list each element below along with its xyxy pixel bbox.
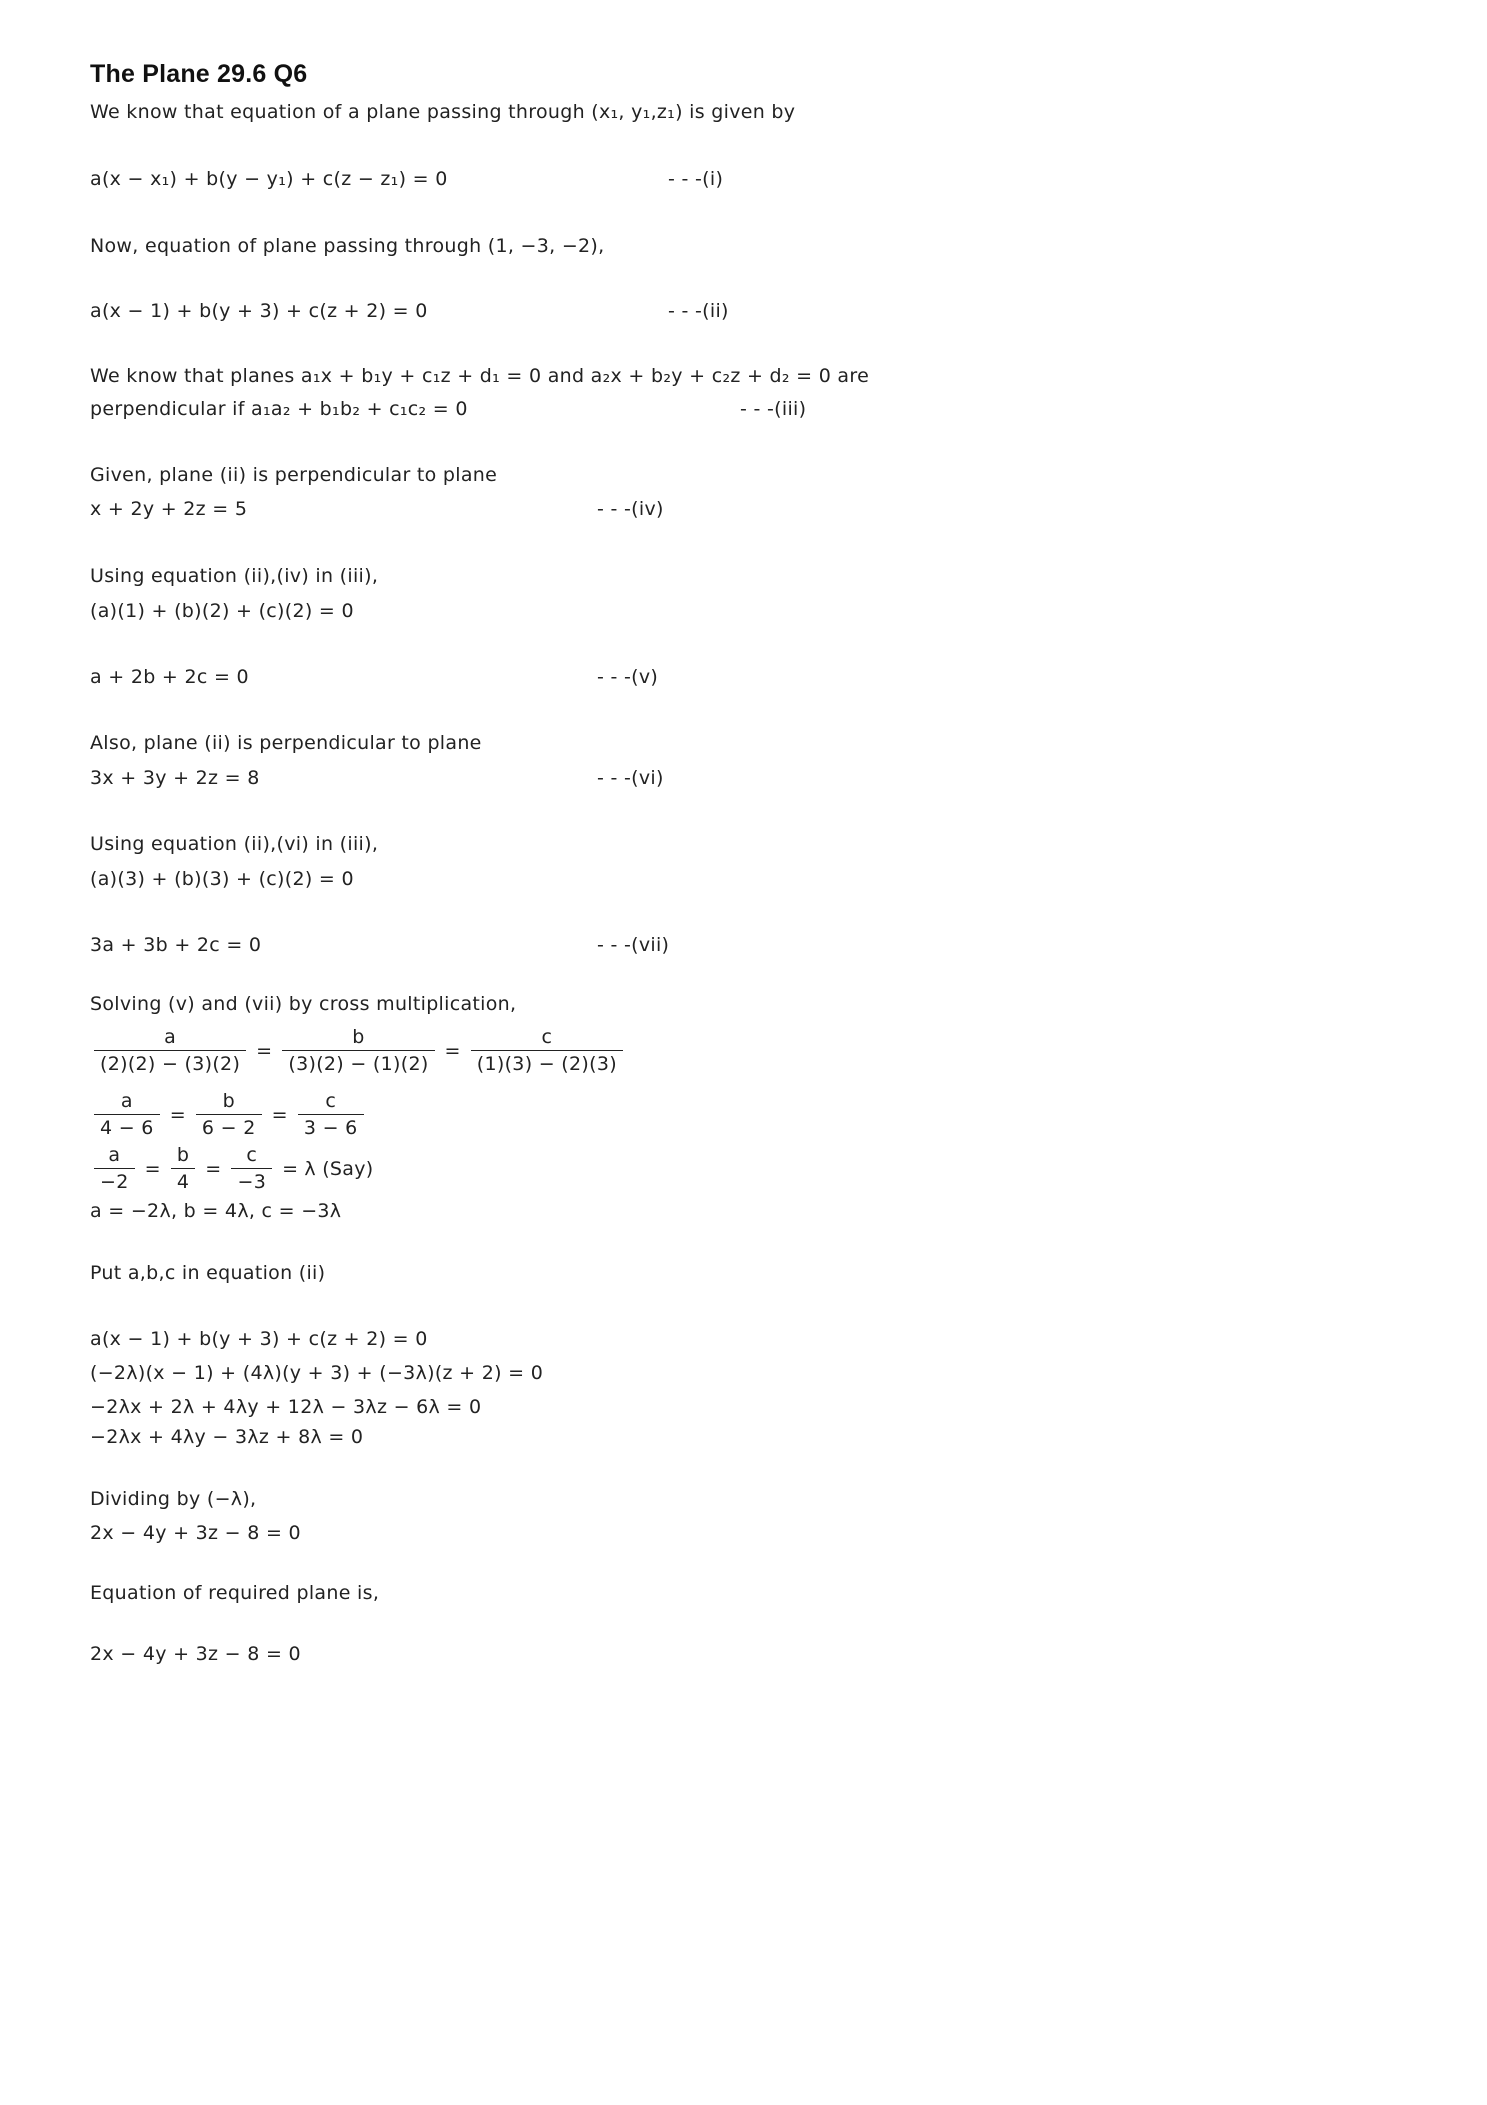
numerator: a <box>108 1144 121 1166</box>
fraction <box>294 1090 368 1139</box>
text-line: Given, plane (ii) is perpendicular to plane <box>90 464 498 486</box>
numerator: b <box>222 1090 235 1112</box>
equals-sign: = <box>205 1157 222 1180</box>
numerator: b <box>352 1026 365 1048</box>
denominator: −2 <box>94 1168 135 1193</box>
lambda-say: λ (Say) <box>304 1157 374 1180</box>
numerator: c <box>325 1090 337 1112</box>
fraction <box>90 1090 164 1139</box>
fraction <box>167 1144 199 1193</box>
equation-line: a + 2b + 2c = 0 <box>90 666 249 688</box>
text-line: Equation of required plane is, <box>90 1582 380 1604</box>
final-equation: 2x − 4y + 3z − 8 = 0 <box>90 1643 301 1665</box>
text-line: Dividing by (−λ), <box>90 1488 257 1510</box>
fraction <box>90 1026 250 1075</box>
cross-multiplication-fraction <box>90 1026 627 1075</box>
equation-tag: - - -(i) <box>668 168 724 190</box>
equals-sign: = <box>256 1039 273 1062</box>
equation-line: 3a + 3b + 2c = 0 <box>90 934 262 956</box>
equals-sign: = <box>444 1039 461 1062</box>
equation-tag: - - -(iv) <box>597 498 664 520</box>
text-line: Also, plane (ii) is perpendicular to plane <box>90 732 482 754</box>
equation-tag: - - -(ii) <box>668 300 729 322</box>
fraction <box>192 1090 266 1139</box>
equation-line: a(x − 1) + b(y + 3) + c(z + 2) = 0 <box>90 300 428 322</box>
equation-line: a(x − x₁) + b(y − y₁) + c(z − z₁) = 0 <box>90 168 448 190</box>
equals-sign: = <box>144 1157 161 1180</box>
numerator: c <box>541 1026 553 1048</box>
equation-line: x + 2y + 2z = 5 <box>90 498 248 520</box>
equation-tag: - - -(v) <box>597 666 659 688</box>
denominator: 4 <box>171 1168 195 1193</box>
fraction <box>227 1144 276 1193</box>
equation-tag: - - -(vii) <box>597 934 670 956</box>
equation-line: (a)(1) + (b)(2) + (c)(2) = 0 <box>90 600 354 622</box>
denominator: −3 <box>231 1168 272 1193</box>
page-title: The Plane 29.6 Q6 <box>90 60 308 88</box>
simplified-fraction <box>90 1090 368 1139</box>
fraction <box>467 1026 627 1075</box>
numerator: c <box>246 1144 258 1166</box>
fraction <box>278 1026 438 1075</box>
fraction <box>90 1144 139 1193</box>
equals-sign: = <box>271 1103 288 1126</box>
equation-line: a(x − 1) + b(y + 3) + c(z + 2) = 0 <box>90 1328 428 1350</box>
equation-line: (−2λ)(x − 1) + (4λ)(y + 3) + (−3λ)(z + 2) = 0 <box>90 1362 544 1384</box>
equation-tag: - - -(iii) <box>740 398 807 420</box>
equation-line: a = −2λ, b = 4λ, c = −3λ <box>90 1200 342 1222</box>
numerator: a <box>120 1090 133 1112</box>
denominator: (1)(3) − (2)(3) <box>471 1050 623 1075</box>
denominator: 3 − 6 <box>298 1114 364 1139</box>
denominator: (3)(2) − (1)(2) <box>282 1050 434 1075</box>
equals-sign: = <box>169 1103 186 1126</box>
equation-line: 2x − 4y + 3z − 8 = 0 <box>90 1522 301 1544</box>
text-line: perpendicular if a₁a₂ + b₁b₂ + c₁c₂ = 0 <box>90 398 468 420</box>
equation-tag: - - -(vi) <box>597 767 664 789</box>
text-line: Solving (v) and (vii) by cross multiplication, <box>90 993 517 1015</box>
equals-sign: = <box>282 1157 299 1180</box>
equation-line: (a)(3) + (b)(3) + (c)(2) = 0 <box>90 868 354 890</box>
text-line: We know that equation of a plane passing through (x₁, y₁,z₁) is given by <box>90 101 796 123</box>
numerator: a <box>164 1026 177 1048</box>
text-line: We know that planes a₁x + b₁y + c₁z + d₁ = 0 and a₂x + b₂y + c₂z + d₂ = 0 are <box>90 365 870 387</box>
text-line: Now, equation of plane passing through (1, −3, −2), <box>90 235 605 257</box>
denominator: (2)(2) − (3)(2) <box>94 1050 246 1075</box>
denominator: 4 − 6 <box>94 1114 160 1139</box>
text-line: Using equation (ii),(vi) in (iii), <box>90 833 379 855</box>
text-line: Using equation (ii),(iv) in (iii), <box>90 565 379 587</box>
text-line: Put a,b,c in equation (ii) <box>90 1262 326 1284</box>
equation-line: −2λx + 2λ + 4λy + 12λ − 3λz − 6λ = 0 <box>90 1396 482 1418</box>
denominator: 6 − 2 <box>196 1114 262 1139</box>
equation-line: 3x + 3y + 2z = 8 <box>90 767 260 789</box>
numerator: b <box>176 1144 190 1166</box>
lambda-fraction <box>90 1144 373 1193</box>
equation-line: −2λx + 4λy − 3λz + 8λ = 0 <box>90 1426 364 1448</box>
